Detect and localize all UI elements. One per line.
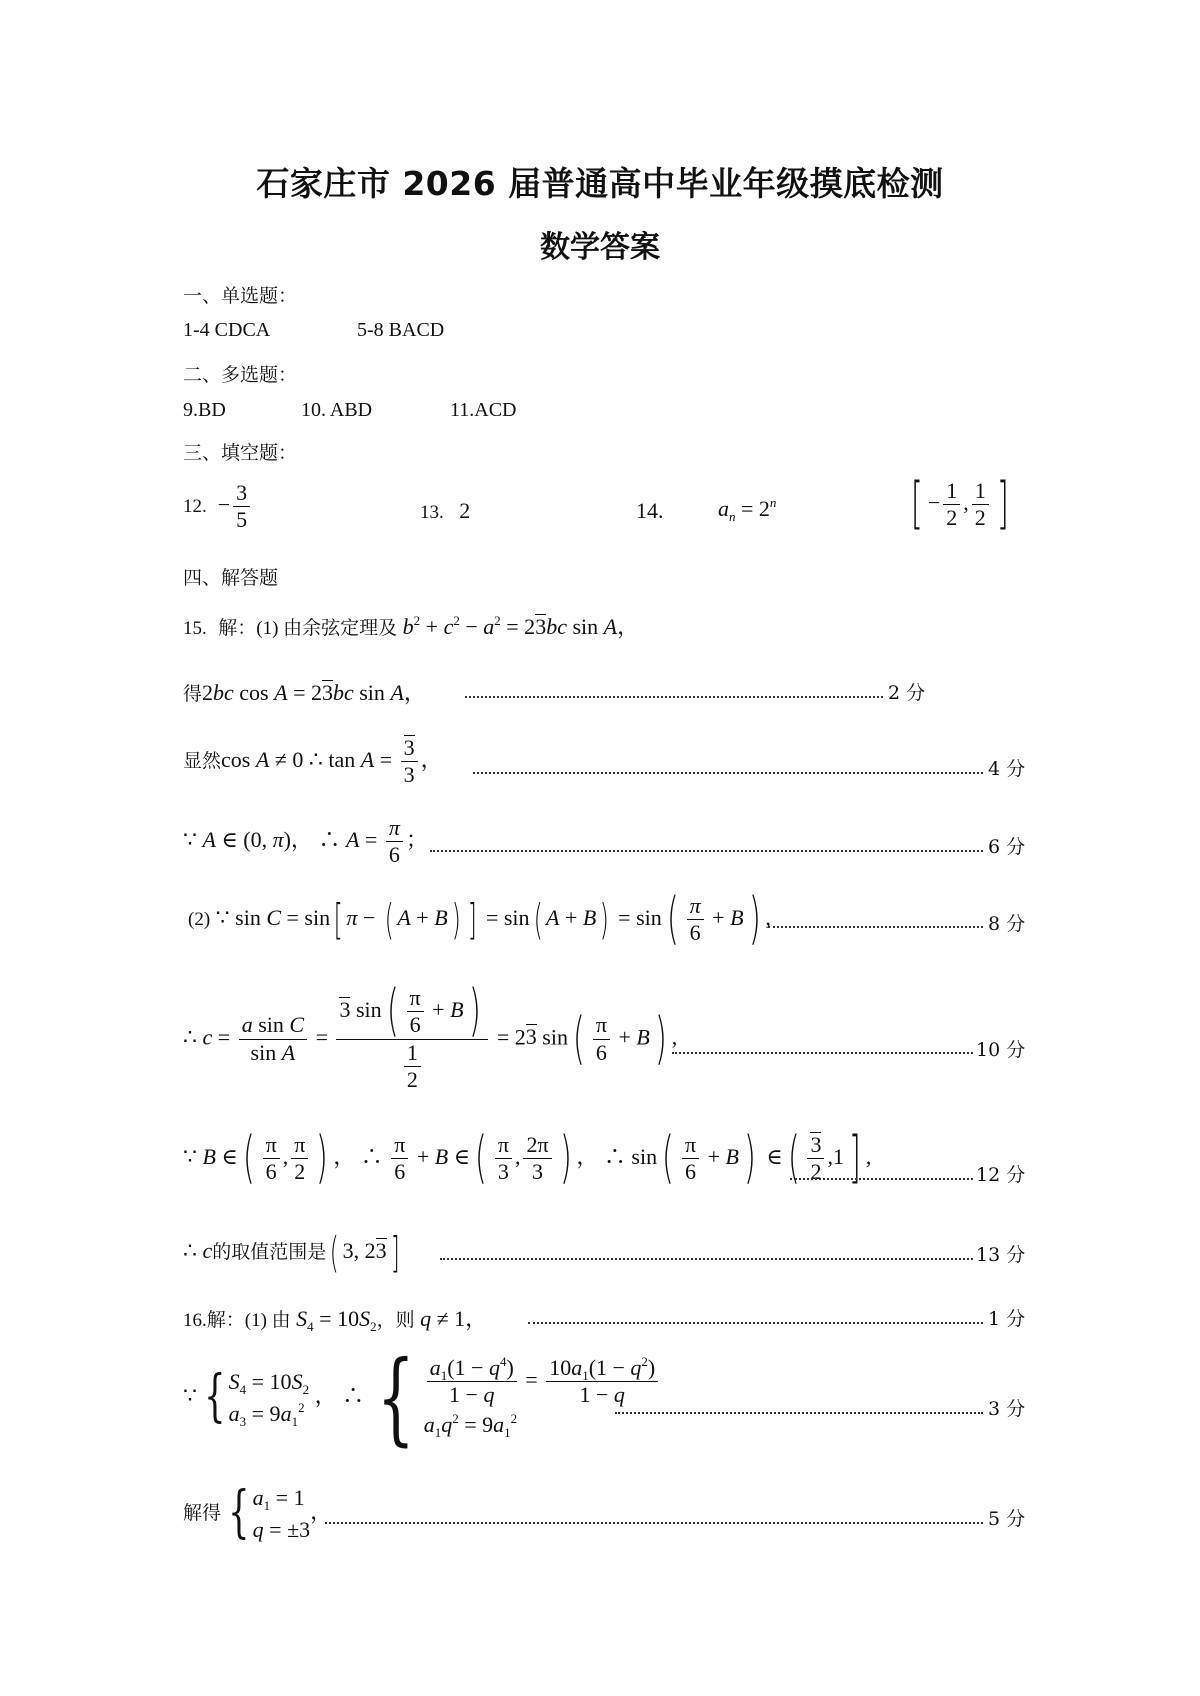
score-label: 2 分	[888, 682, 926, 704]
leader-dots	[473, 772, 983, 774]
answer-10: 10. ABD	[301, 399, 373, 421]
sol15-step2: 得2bc cos A = 23bc sin A，	[183, 680, 426, 705]
leader-dots	[790, 1178, 973, 1180]
leader-dots	[440, 1258, 973, 1260]
section-single-choice: 一、单选题：	[183, 285, 298, 307]
answer-14-label: 14.	[636, 498, 664, 523]
score-label: 12 分	[976, 1164, 1026, 1186]
sol15-step4: ∵ A ∈ (0, π)， ∴ A = $\frac{\pi}{6}$ ；	[183, 815, 428, 868]
leader-dots	[465, 696, 883, 698]
answer-5-8: 5-8 BACD	[357, 319, 445, 341]
score-label: 13 分	[976, 1244, 1026, 1266]
document-title: 石家庄市 2026 届普通高中毕业年级摸底检测	[256, 164, 944, 203]
sol15-step3: 显然cos A ≠ 0 ∴ tan A = $\frac{3}{3}$ ，	[183, 735, 443, 788]
sol16-step2: ∵ { $S_4 = 10S_2$ $a_3 = 9a_1^2$ ， ∴ { $\frac{a_1(1 - q^4)}{1 - q}$ = $\frac{10a_1(1 - q^2)}{1 - q}$ $a_1q^2 = 9a_1^2$	[183, 1355, 661, 1441]
score-label: 8 分	[988, 913, 1026, 935]
score-label: 10 分	[976, 1039, 1026, 1061]
sol15-step8: ∴ c的取值范围是( 3, 23]	[183, 1228, 400, 1277]
leader-dots	[430, 850, 983, 852]
sol15-step7: ∵ B ∈( $\frac{\pi}{6}$ , $\frac{\pi}{2}$ ) ， ∴ $\frac{\pi}{6}$ + B ∈( $\frac{\pi}{3}$ , $\frac{2\pi}{3}$ ) ， ∴ sin( $\frac{\pi}{6}$ + B) ∈( $\frac{3}{2}$ ,1] ,	[183, 1125, 872, 1191]
score-label: 6 分	[988, 836, 1026, 858]
leader-dots	[672, 1052, 973, 1054]
answer-13: 13. 2	[420, 498, 471, 523]
answer-9: 9.BD	[183, 399, 226, 421]
score-label: 5 分	[988, 1508, 1026, 1530]
score-label: 3 分	[988, 1398, 1026, 1420]
score-label: 4 分	[988, 758, 1026, 780]
section-solutions: 四、解答题	[183, 567, 279, 589]
leader-dots	[528, 1322, 983, 1324]
sol15-step6: ∴ c = $\frac{\text{a sin C}}{\text{sin A}}$ = 3 sin( $\frac{\pi}{6}$ + B) $\frac{1}{2}$ = 23 sin( $\frac{\pi}{6}$ + B) ,	[183, 978, 678, 1093]
leader-dots	[768, 926, 983, 928]
sol16-step1: 16.解：(1) 由 $S_4 = 10S_2$，则 q ≠ 1，	[183, 1306, 488, 1334]
sol16-step3: 解得 { $a_1 = 1$ q = ±3，	[183, 1480, 333, 1546]
section-multi-choice: 二、多选题：	[183, 364, 298, 386]
leader-dots	[325, 1522, 983, 1524]
leader-dots	[615, 1412, 983, 1414]
answer-11: 11.ACD	[450, 399, 517, 421]
answer-14-interval: [ − $\frac{1}{2}$ , $\frac{1}{2}$ ]	[910, 471, 1009, 537]
score-label: 1 分	[988, 1308, 1026, 1330]
answer-12: 12. − $\frac{3}{5}$	[183, 480, 253, 534]
document-subtitle: 数学答案	[540, 230, 660, 265]
answer-1-4: 1-4 CDCA	[183, 319, 271, 341]
answer-14-formula: $a_n = 2^n$	[718, 495, 777, 524]
sol15-step5: (2) ∵ sin C = sin[ π − ( A + B) ] = sin( A + B) = sin( $\frac{\pi}{6}$ + B) ,	[188, 886, 771, 952]
sol15-step1: 15. 解：(1) 由余弦定理及 $b^2 + c^2 - a^2 = 23bc$ sin A，	[183, 613, 640, 639]
section-fill-blank: 三、填空题：	[183, 442, 298, 464]
